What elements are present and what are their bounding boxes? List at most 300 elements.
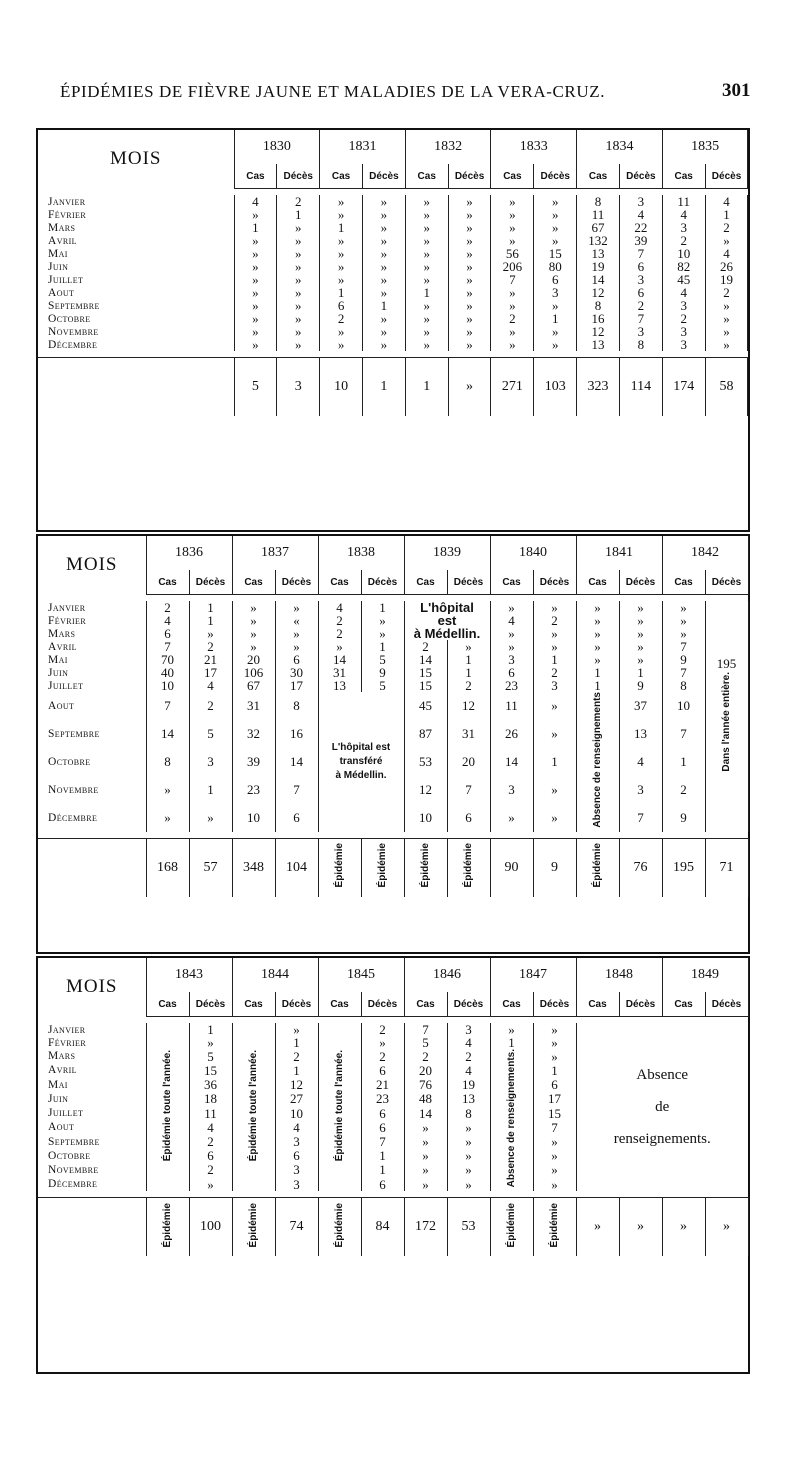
value-cell: » [619,640,662,653]
value-cell: » [320,273,363,286]
value-cell: 6 [275,1149,318,1163]
value-cell: 10 [232,804,275,832]
value-cell: 13 [447,1092,490,1106]
value-cell: » [275,627,318,640]
value-cell: » [448,208,491,221]
year-header: 1838 [318,536,404,570]
value-cell: 19 [705,273,748,286]
table-row [38,1023,748,1036]
value-cell: 20 [232,653,275,666]
value-cell: 8 [447,1106,490,1120]
value-cell: 4 [490,614,533,627]
epidemie-label: Épidémie [419,842,431,888]
year-header: 1837 [232,536,318,570]
value-cell: 30 [275,666,318,679]
value-cell: » [576,614,619,627]
value-cell: 6 [619,260,662,273]
month-label: Octobre [38,1149,146,1163]
deces-header: Décès [275,992,318,1017]
total-cell: 57 [189,838,232,897]
value-cell: » [234,299,277,312]
value-cell: 1 [361,1163,404,1177]
value-cell: » [534,299,577,312]
total-cell: 1 [405,358,448,417]
month-label: Mai [38,653,146,666]
total-cell: 3 [277,358,320,417]
total-cell: » [576,1198,619,1257]
value-cell: » [534,325,577,338]
value-cell: » [533,1134,576,1148]
value-cell: 10 [662,692,705,720]
cas-header: Cas [577,164,620,189]
value-cell: 8 [275,692,318,720]
cas-header: Cas [320,164,363,189]
value-cell: 12 [447,692,490,720]
value-cell: 27 [275,1092,318,1106]
year-header: 1831 [320,130,406,164]
epidemie-label: Épidémie [161,1202,173,1248]
value-cell: 1 [533,653,576,666]
deces-header: Décès [447,992,490,1017]
value-cell: » [533,601,576,614]
value-cell: » [533,692,576,720]
total-cell: 100 [189,1198,232,1257]
value-cell: 10 [662,247,705,260]
value-cell: 5 [189,720,232,748]
value-cell: 67 [577,221,620,234]
value-cell: 48 [404,1092,447,1106]
value-cell: 26 [705,260,748,273]
value-cell: 1 [576,679,619,692]
deces-header: Décès [534,164,577,189]
total-cell: 104 [275,838,318,897]
value-cell: » [320,208,363,221]
value-cell: 15 [404,666,447,679]
total-cell [533,1198,576,1257]
epidemie-text: Épidémie toute l'année. [161,1049,173,1161]
cas-header: Cas [662,570,705,595]
value-cell: 6 [275,804,318,832]
value-cell: » [189,1036,232,1049]
month-label: Décembre [38,1177,146,1191]
absence-1841 [576,692,619,832]
value-cell: 15 [533,1106,576,1120]
deces-header: Décès [533,570,576,595]
value-cell: 3 [533,679,576,692]
page-number: 301 [722,80,751,101]
cas-header: Cas [146,992,189,1017]
value-cell: 19 [577,260,620,273]
value-cell: 1 [320,286,363,299]
value-cell: » [619,614,662,627]
epidemie-1845 [318,1023,361,1191]
value-cell: 2 [320,312,363,325]
value-cell: 16 [577,312,620,325]
value-cell: 6 [361,1063,404,1077]
value-cell: » [490,1023,533,1036]
value-cell: 4 [275,1120,318,1134]
total-cell: 172 [404,1198,447,1257]
value-cell: 6 [490,666,533,679]
value-cell: 16 [275,720,318,748]
value-cell: 3 [275,1177,318,1191]
value-cell: 11 [577,208,620,221]
mois-header: MOIS [38,130,234,189]
value-cell: » [448,312,491,325]
value-cell: 2 [705,221,748,234]
total-cell: 71 [705,838,748,897]
value-cell: » [448,325,491,338]
totals-row [38,358,748,417]
value-cell: » [405,312,448,325]
value-cell: » [320,260,363,273]
table-row [38,299,748,312]
value-cell: » [533,1023,576,1036]
value-cell: 4 [234,195,277,208]
deces-header: Décès [705,570,748,595]
value-cell: 2 [361,1049,404,1063]
total-cell [404,838,447,897]
value-cell: 23 [361,1092,404,1106]
value-cell: 1 [234,221,277,234]
value-cell: » [277,260,320,273]
value-cell: 1 [275,1036,318,1049]
month-label: Avril [38,1063,146,1077]
value-cell: » [448,195,491,208]
value-cell: 3 [662,221,705,234]
table-1836-1842 [36,534,750,954]
value-cell: » [277,273,320,286]
value-cell: 36 [189,1077,232,1091]
value-cell: 7 [619,312,662,325]
epidemie-label: Épidémie [333,842,345,888]
value-cell: 2 [533,614,576,627]
month-label: Janvier [38,1023,146,1036]
value-cell: 7 [275,776,318,804]
total-cell: 195 [662,838,705,897]
value-cell: » [234,338,277,351]
value-cell: » [576,640,619,653]
value-cell: » [404,1163,447,1177]
value-cell: 8 [662,679,705,692]
total-cell: 58 [705,358,748,417]
value-cell: 7 [146,640,189,653]
cas-header: Cas [490,570,533,595]
hopital-transfere-note [318,692,404,832]
mois-header: MOIS [38,536,146,595]
value-cell: 3 [619,325,662,338]
value-cell: » [320,325,363,338]
value-cell: » [448,299,491,312]
table-row [38,273,748,286]
epidemie-1843 [146,1023,189,1191]
value-cell: 2 [619,299,662,312]
value-cell: » [533,1149,576,1163]
cas-header: Cas [232,570,275,595]
deces-header: Décès [277,164,320,189]
year-header: 1843 [146,958,232,992]
value-cell: 9 [619,679,662,692]
month-label: Octobre [38,748,146,776]
value-cell: » [491,195,534,208]
value-cell: 67 [232,679,275,692]
value-cell: » [491,338,534,351]
value-cell: » [405,195,448,208]
value-cell: » [405,273,448,286]
value-cell: » [320,234,363,247]
value-cell: 132 [577,234,620,247]
value-cell: » [405,208,448,221]
total-cell [490,1198,533,1257]
value-cell: » [362,338,405,351]
value-cell: 12 [275,1077,318,1091]
value-cell: 23 [490,679,533,692]
total-cell: » [448,358,491,417]
value-cell: 14 [577,273,620,286]
value-cell: 2 [189,692,232,720]
total-cell: 84 [361,1198,404,1257]
year-header: 1849 [662,958,748,992]
value-cell: 76 [404,1077,447,1091]
table-row [38,234,748,247]
value-cell: 5 [404,1036,447,1049]
month-label: Février [38,1036,146,1049]
value-cell: 2 [318,627,361,640]
value-cell: 14 [490,748,533,776]
value-cell: 4 [447,1036,490,1049]
value-cell: » [490,804,533,832]
value-cell: 13 [577,247,620,260]
year-header: 1832 [405,130,491,164]
deces-header: Décès [447,570,490,595]
value-cell: 40 [146,666,189,679]
value-cell: 26 [490,720,533,748]
total-cell [447,838,490,897]
value-cell: » [277,221,320,234]
value-cell: » [705,338,748,351]
value-cell: 1 [320,221,363,234]
value-cell: » [448,273,491,286]
absence-1847 [490,1049,533,1191]
value-cell: » [705,325,748,338]
table-row [38,325,748,338]
value-cell: 1 [447,653,490,666]
absence-text: Absence de renseignements [591,692,603,828]
value-cell: » [533,1049,576,1063]
table-row [38,679,748,692]
value-cell: » [232,627,275,640]
value-cell: 6 [275,653,318,666]
cas-header: Cas [662,992,705,1017]
month-label: Aout [38,1120,146,1134]
value-cell: 2 [361,1023,404,1036]
value-cell: » [533,720,576,748]
value-cell: 10 [275,1106,318,1120]
value-cell: » [447,1149,490,1163]
year-header: 1842 [662,536,748,570]
table-row [38,653,748,666]
value-cell: 7 [662,666,705,679]
total-cell: 168 [146,838,189,897]
total-cell [576,838,619,897]
value-cell: » [362,312,405,325]
year-header: 1844 [232,958,318,992]
value-cell: 4 [705,247,748,260]
value-cell: 4 [447,1063,490,1077]
value-cell: » [361,614,404,627]
value-cell: » [534,195,577,208]
value-cell: 3 [275,1163,318,1177]
value-cell: 4 [619,208,662,221]
value-cell: » [234,325,277,338]
value-cell: 7 [533,1120,576,1134]
deces-header: Décès [362,164,405,189]
value-cell: 13 [577,338,620,351]
value-cell: 13 [318,679,361,692]
value-cell: 3 [447,1023,490,1036]
total-cell: » [619,1198,662,1257]
month-label: Juillet [38,273,234,286]
deces-header: Décès [705,992,748,1017]
deces-header: Décès [275,570,318,595]
total-cell [146,1198,189,1257]
cas-header: Cas [576,992,619,1017]
value-cell: 1 [277,208,320,221]
total-cell: 10 [320,358,363,417]
annee-1842 [705,601,748,832]
value-cell: » [447,1163,490,1177]
value-cell: » [232,640,275,653]
value-cell: 11 [189,1106,232,1120]
value-cell: » [533,804,576,832]
value-cell: 3 [619,273,662,286]
value-cell: » [234,286,277,299]
value-cell: » [234,312,277,325]
month-label: Novembre [38,1163,146,1177]
page-title: ÉPIDÉMIES DE FIÈVRE JAUNE ET MALADIES DE LA VERA-CRUZ. [60,82,606,101]
value-cell: » [448,221,491,234]
table-row [38,260,748,273]
value-cell: » [705,299,748,312]
value-cell: 82 [662,260,705,273]
hopital-note: est [404,614,490,627]
value-cell: 20 [404,1063,447,1077]
value-cell: « [275,614,318,627]
value-cell: 7 [619,804,662,832]
deces-header: Décès [361,992,404,1017]
value-cell: 6 [361,1177,404,1191]
table-row [38,627,748,640]
epidemie-1844 [232,1023,275,1191]
value-cell: » [533,1036,576,1049]
value-cell: » [189,804,232,832]
value-cell: 3 [619,776,662,804]
deces-header: Décès [619,570,662,595]
value-cell: 37 [619,692,662,720]
year-header: 1835 [662,130,748,164]
value-cell: » [405,299,448,312]
value-cell: 11 [490,692,533,720]
table-row [38,286,748,299]
value-cell: » [447,1134,490,1148]
annee-1842-value: 195 [716,656,737,672]
deces-header: Décès [361,570,404,595]
month-label: Juillet [38,1106,146,1120]
value-cell: » [404,1177,447,1191]
value-cell: 1 [189,1023,232,1036]
value-cell: 31 [447,720,490,748]
total-cell: 1 [362,358,405,417]
cas-header: Cas [662,164,705,189]
month-label: Novembre [38,776,146,804]
value-cell: 31 [318,666,361,679]
value-cell: » [447,1177,490,1191]
value-cell: 6 [361,1120,404,1134]
value-cell: 106 [232,666,275,679]
value-cell: 19 [447,1077,490,1091]
value-cell: » [662,614,705,627]
value-cell: 4 [318,601,361,614]
month-label: Novembre [38,325,234,338]
value-cell: 13 [619,720,662,748]
value-cell: 7 [447,776,490,804]
value-cell: » [362,273,405,286]
value-cell: 12 [577,286,620,299]
value-cell: 1 [361,1149,404,1163]
value-cell: » [404,1134,447,1148]
value-cell: 2 [189,1134,232,1148]
value-cell: 5 [361,679,404,692]
value-cell: » [275,601,318,614]
value-cell: 22 [619,221,662,234]
value-cell: » [361,1036,404,1049]
month-label: Janvier [38,601,146,614]
value-cell: 39 [232,748,275,776]
value-cell: » [277,325,320,338]
value-cell: » [448,247,491,260]
value-cell: » [533,640,576,653]
absence-line: de [655,1099,670,1116]
value-cell: 31 [232,692,275,720]
value-cell: 2 [447,679,490,692]
value-cell: 2 [662,234,705,247]
value-cell: » [232,601,275,614]
value-cell: » [234,260,277,273]
value-cell: » [362,221,405,234]
absence-1848-1849 [576,1023,748,1191]
total-cell: » [705,1198,748,1257]
value-cell: 1 [705,208,748,221]
value-cell: » [448,234,491,247]
value-cell: » [534,234,577,247]
value-cell: 21 [361,1077,404,1091]
value-cell: » [534,221,577,234]
value-cell: » [404,1149,447,1163]
month-label: Mars [38,221,234,234]
value-cell: » [189,627,232,640]
value-cell: 3 [275,1134,318,1148]
total-cell: 271 [491,358,534,417]
value-cell: » [576,653,619,666]
year-header: 1830 [234,130,320,164]
year-header: 1834 [577,130,663,164]
value-cell: 6 [320,299,363,312]
value-cell: 1 [189,776,232,804]
value-cell: 1 [189,601,232,614]
value-cell: 4 [619,748,662,776]
value-cell: 9 [662,804,705,832]
value-cell: » [320,247,363,260]
